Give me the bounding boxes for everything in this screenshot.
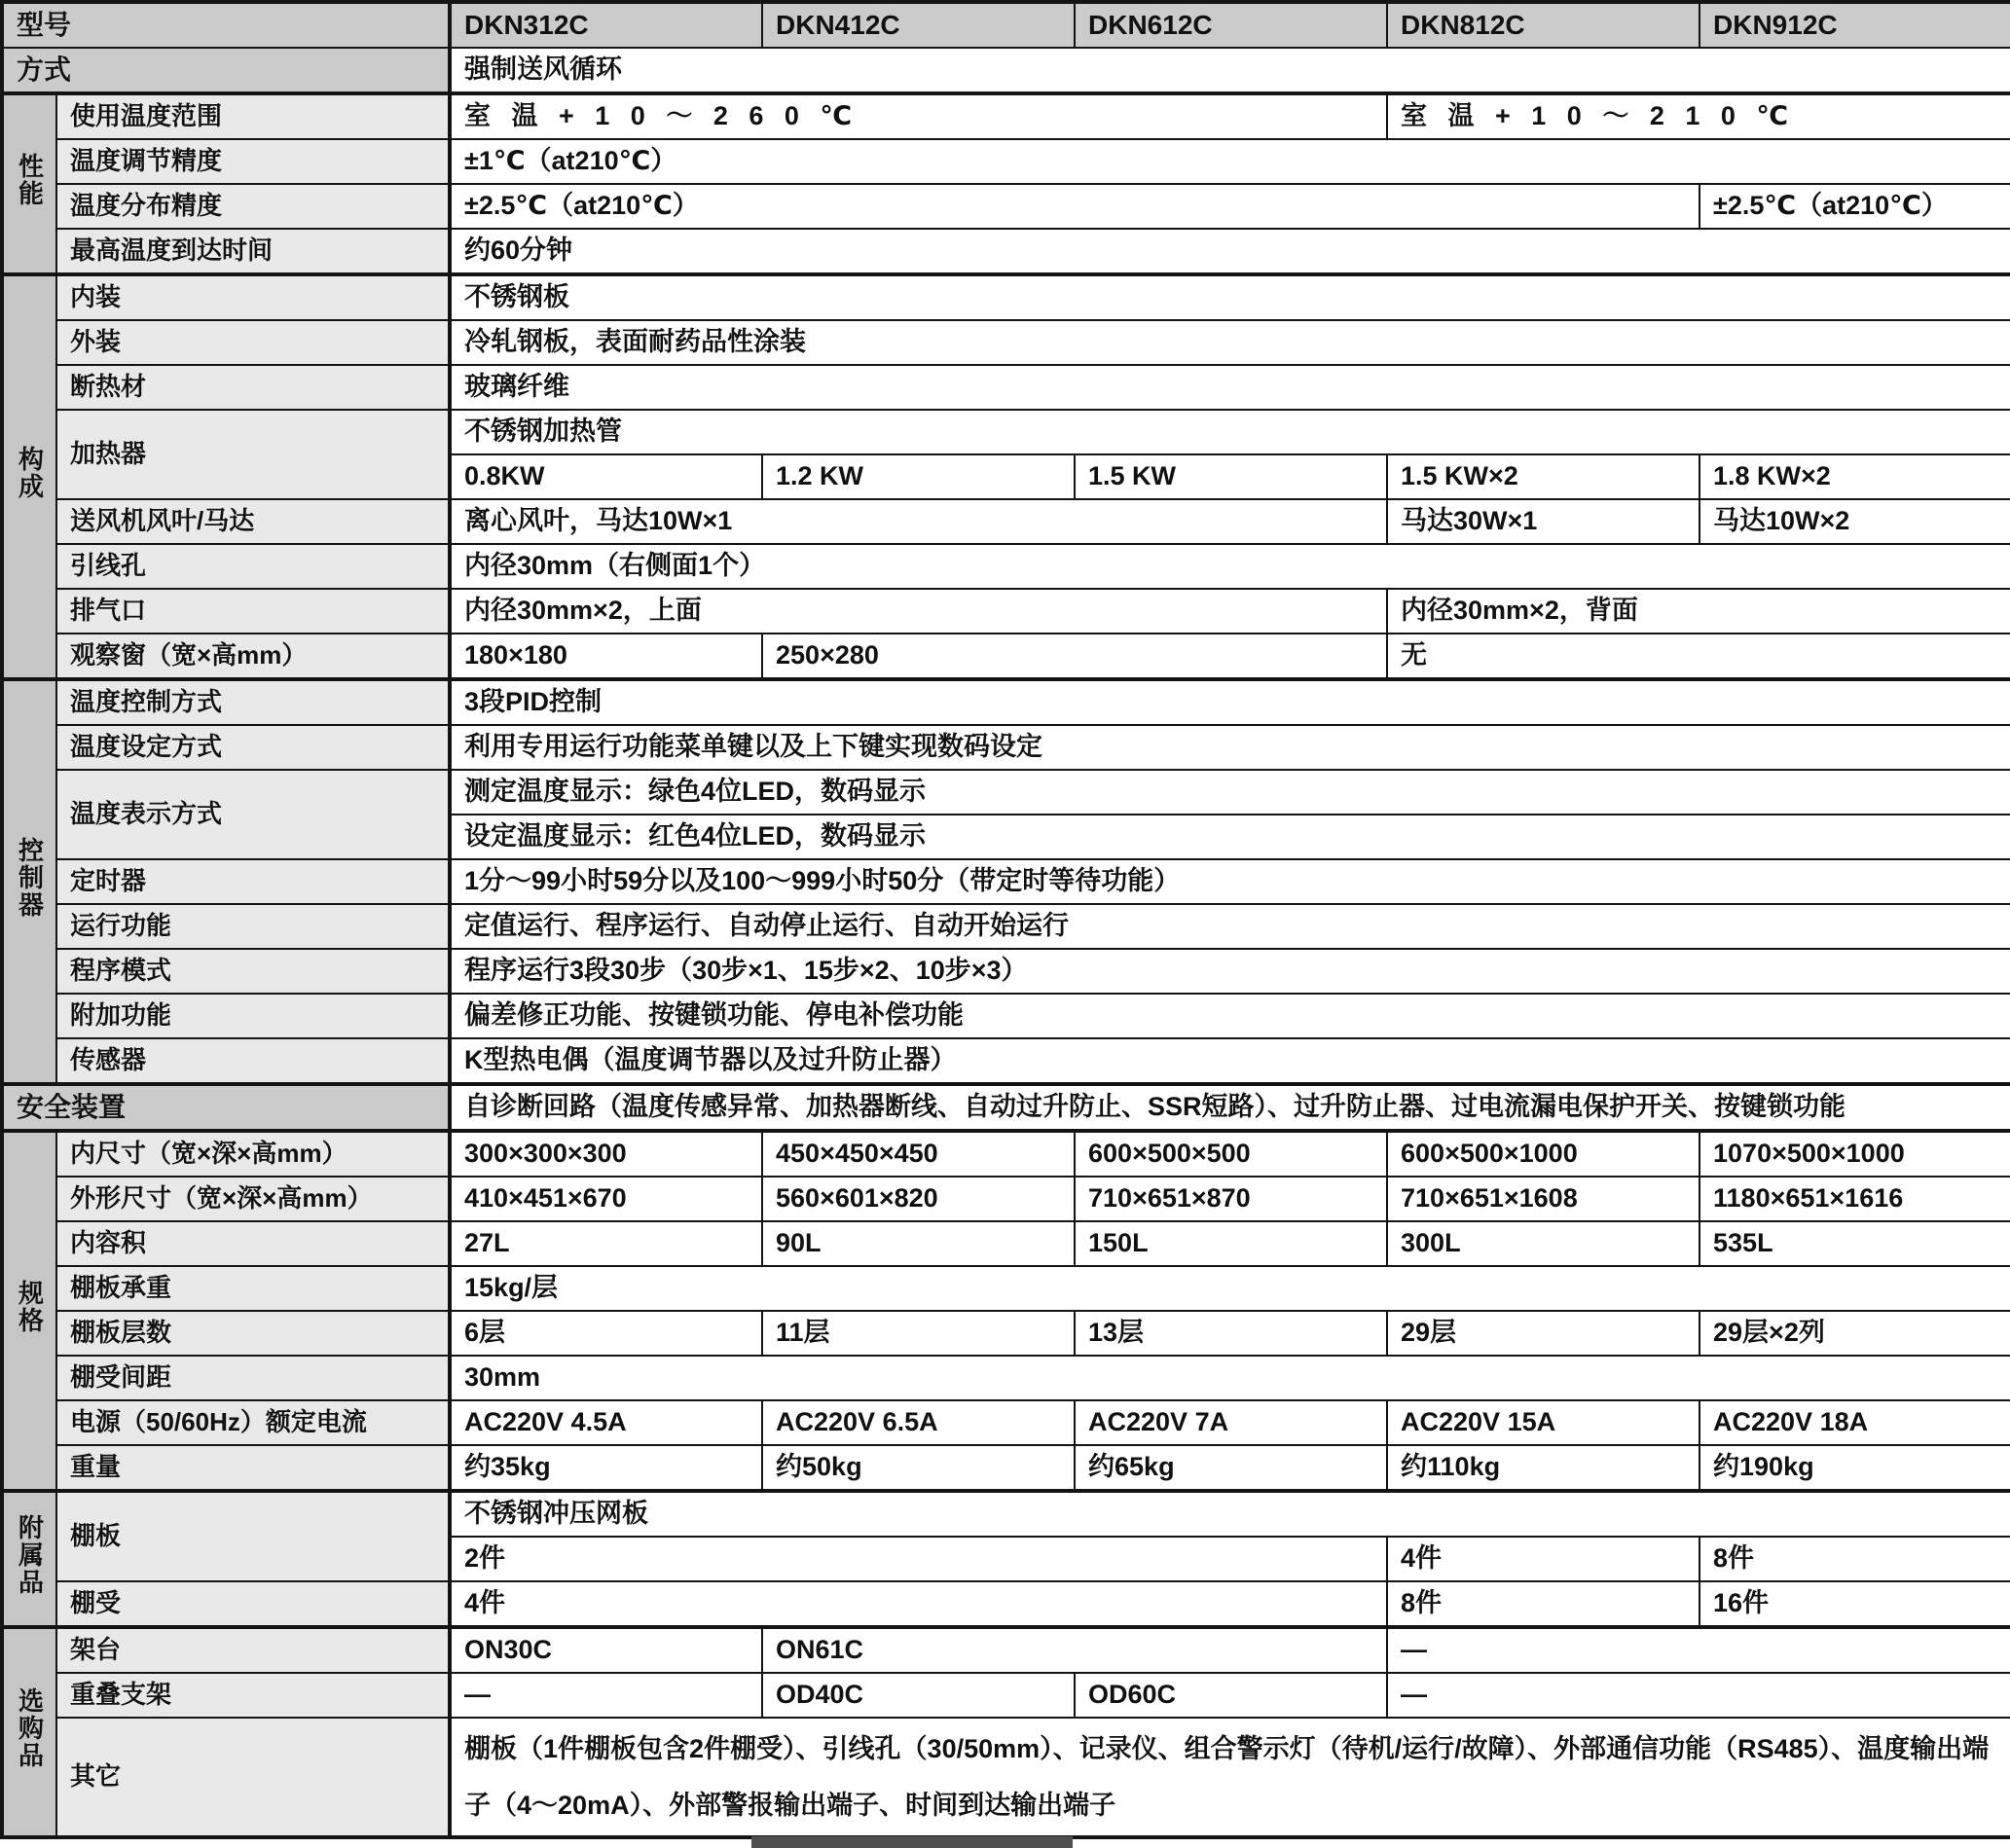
method-value: 强制送风循环	[450, 48, 2010, 93]
label-interior: 内装	[56, 274, 450, 320]
value-stacking-612: OD60C	[1075, 1673, 1387, 1718]
method-row	[2, 48, 2010, 93]
value-temp-distribution-main: ±2.5℃（at210℃）	[450, 184, 1699, 229]
label-exterior: 外装	[56, 320, 450, 365]
value-heater-power-812: 1.5 KW×2	[1387, 454, 1699, 499]
value-fan-motor-912: 马达10W×2	[1699, 499, 2010, 544]
label-exhaust: 排气口	[56, 589, 450, 634]
model-name-dkn812c: DKN812C	[1387, 2, 1699, 48]
value-weight-812: 约110kg	[1387, 1445, 1699, 1491]
value-timer: 1分～99小时59分以及100～999小时50分（带定时等待功能）	[450, 859, 2010, 904]
lead-hole-row	[2, 544, 2010, 589]
label-shelf-load: 棚板承重	[56, 1266, 450, 1311]
value-outer-size-912: 1180×651×1616	[1699, 1177, 2010, 1221]
capacity-row	[2, 1221, 2010, 1266]
sensor-row	[2, 1038, 2010, 1084]
label-setting-method: 温度设定方式	[56, 725, 450, 770]
value-stand-312: ON30C	[450, 1627, 762, 1673]
label-shelf-support: 棚受	[56, 1581, 450, 1627]
shelf-support-row	[2, 1581, 2010, 1627]
value-power-612: AC220V 7A	[1075, 1400, 1387, 1445]
label-stacking: 重叠支架	[56, 1673, 450, 1718]
safety-value: 自诊断回路（温度传感异常、加热器断线、自动过升防止、SSR短路）、过升防止器、过电流漏电保护开关、按键锁功能	[450, 1084, 2010, 1131]
value-outer-size-412: 560×601×820	[762, 1177, 1075, 1221]
label-display-method: 温度表示方式	[56, 770, 450, 859]
value-stacking-412: OD40C	[762, 1673, 1075, 1718]
interior-row	[2, 274, 2010, 320]
value-inner-size-312: 300×300×300	[450, 1131, 762, 1177]
model-name-dkn612c: DKN612C	[1075, 2, 1387, 48]
additional-function-row	[2, 994, 2010, 1038]
temp-control-accuracy-row	[2, 139, 2010, 184]
value-heater-power-312: 0.8KW	[450, 454, 762, 499]
model-name-dkn312c: DKN312C	[450, 2, 762, 48]
inner-size-row	[2, 1131, 2010, 1177]
group-construction	[2, 274, 56, 679]
power-row	[2, 1400, 2010, 1445]
value-shelf-board-material: 不锈钢冲压网板	[450, 1491, 2010, 1537]
others-row	[2, 1718, 2010, 1837]
label-sensor: 传感器	[56, 1038, 450, 1084]
value-operation: 定值运行、程序运行、自动停止运行、自动开始运行	[450, 904, 2010, 949]
safety-label: 安全装置	[2, 1084, 450, 1131]
label-temp-distribution-accuracy: 温度分布精度	[56, 184, 450, 229]
value-temp-range-210: 室 温 + 1 0 ～ 2 1 0 ℃	[1387, 93, 2010, 139]
label-insulation: 断热材	[56, 365, 450, 410]
value-shelf-board-count-main: 2件	[450, 1537, 1387, 1581]
value-shelf-pitch: 30mm	[450, 1356, 2010, 1400]
value-capacity-312: 27L	[450, 1221, 762, 1266]
value-window-none: 无	[1387, 634, 2010, 679]
value-stand-412-612: ON61C	[762, 1627, 1387, 1673]
label-shelf-pitch: 棚受间距	[56, 1356, 450, 1400]
value-interior: 不锈钢板	[450, 274, 2010, 320]
value-capacity-812: 300L	[1387, 1221, 1699, 1266]
group-accessories-label: 附属品	[15, 1514, 45, 1597]
label-window: 观察窗（宽×高mm）	[56, 634, 450, 679]
value-temp-distribution-912: ±2.5℃（at210℃）	[1699, 184, 2010, 229]
insulation-row	[2, 365, 2010, 410]
label-program-mode: 程序模式	[56, 949, 450, 994]
value-weight-412: 约50kg	[762, 1445, 1075, 1491]
max-temp-time-row	[2, 229, 2010, 274]
shelf-load-row	[2, 1266, 2010, 1311]
operation-row	[2, 904, 2010, 949]
group-controller-label: 控制器	[15, 837, 45, 920]
label-inner-size: 内尺寸（宽×深×高mm）	[56, 1131, 450, 1177]
value-exhaust-top: 内径30mm×2，上面	[450, 589, 1387, 634]
value-shelf-support-main: 4件	[450, 1581, 1387, 1627]
group-specs-label: 规格	[15, 1280, 45, 1335]
label-shelf-board: 棚板	[56, 1491, 450, 1581]
label-operation: 运行功能	[56, 904, 450, 949]
exterior-row	[2, 320, 2010, 365]
value-heater-power-912: 1.8 KW×2	[1699, 454, 2010, 499]
value-shelf-levels-312: 6层	[450, 1311, 762, 1356]
value-shelf-board-count-812: 4件	[1387, 1537, 1699, 1581]
value-capacity-412: 90L	[762, 1221, 1075, 1266]
group-construction-label: 构成	[15, 446, 45, 501]
stacking-row	[2, 1673, 2010, 1718]
value-fan-motor-main: 离心风叶，马达10W×1	[450, 499, 1387, 544]
value-power-312: AC220V 4.5A	[450, 1400, 762, 1445]
value-temp-range-260: 室 温 + 1 0 ～ 2 6 0 ℃	[450, 93, 1387, 139]
value-shelf-support-912: 16件	[1699, 1581, 2010, 1627]
value-shelf-board-count-912: 8件	[1699, 1537, 2010, 1581]
group-options	[2, 1627, 56, 1837]
value-shelf-levels-912: 29层×2列	[1699, 1311, 2010, 1356]
label-temp-range: 使用温度范围	[56, 93, 450, 139]
value-shelf-levels-812: 29层	[1387, 1311, 1699, 1356]
value-others: 棚板（1件棚板包含2件棚受）、引线孔（30/50mm）、记录仪、组合警示灯（待机/运行/故障）、外部通信功能（RS485）、温度输出端子（4～20mA）、外部警报输出端子、时间到达输出端子	[450, 1718, 2010, 1837]
label-fan-motor: 送风机风叶/马达	[56, 499, 450, 544]
exhaust-row	[2, 589, 2010, 634]
value-program-mode: 程序运行3段30步（30步×1、15步×2、10步×3）	[450, 949, 2010, 994]
value-stacking-312: —	[450, 1673, 762, 1718]
label-max-temp-time: 最高温度到达时间	[56, 229, 450, 274]
group-options-label: 选购品	[15, 1687, 45, 1770]
heater-material-row	[2, 410, 2010, 454]
value-capacity-612: 150L	[1075, 1221, 1387, 1266]
value-sensor: K型热电偶（温度调节器以及过升防止器）	[450, 1038, 2010, 1084]
value-display-set: 设定温度显示：红色4位LED，数码显示	[450, 815, 2010, 859]
value-stacking-none: —	[1387, 1673, 2010, 1718]
label-stand: 架台	[56, 1627, 450, 1673]
group-performance	[2, 93, 56, 274]
label-temp-control-accuracy: 温度调节精度	[56, 139, 450, 184]
value-max-temp-time: 约60分钟	[450, 229, 2010, 274]
program-mode-row	[2, 949, 2010, 994]
value-temp-control-accuracy: ±1℃（at210℃）	[450, 139, 2010, 184]
value-display-measured: 测定温度显示：绿色4位LED，数码显示	[450, 770, 2010, 815]
safety-row	[2, 1084, 2010, 1131]
label-shelf-levels: 棚板层数	[56, 1311, 450, 1356]
value-capacity-912: 535L	[1699, 1221, 2010, 1266]
value-weight-612: 约65kg	[1075, 1445, 1387, 1491]
value-weight-312: 约35kg	[450, 1445, 762, 1491]
value-weight-912: 约190kg	[1699, 1445, 2010, 1491]
value-setting-method: 利用专用运行功能菜单键以及上下键实现数码设定	[450, 725, 2010, 770]
window-row	[2, 634, 2010, 679]
method-label: 方式	[2, 48, 450, 93]
weight-row	[2, 1445, 2010, 1491]
control-method-row	[2, 679, 2010, 725]
outer-size-row	[2, 1177, 2010, 1221]
value-outer-size-312: 410×451×670	[450, 1177, 762, 1221]
temp-distribution-accuracy-row	[2, 184, 2010, 229]
value-inner-size-912: 1070×500×1000	[1699, 1131, 2010, 1177]
group-specs	[2, 1131, 56, 1491]
value-inner-size-812: 600×500×1000	[1387, 1131, 1699, 1177]
value-shelf-load: 15kg/层	[450, 1266, 2010, 1311]
horizontal-scrollbar-thumb[interactable]	[751, 1836, 1073, 1848]
group-accessories	[2, 1491, 56, 1627]
value-control-method: 3段PID控制	[450, 679, 2010, 725]
value-shelf-support-812: 8件	[1387, 1581, 1699, 1627]
value-heater-power-612: 1.5 KW	[1075, 454, 1387, 499]
value-inner-size-612: 600×500×500	[1075, 1131, 1387, 1177]
value-exhaust-back: 内径30mm×2，背面	[1387, 589, 2010, 634]
value-inner-size-412: 450×450×450	[762, 1131, 1075, 1177]
value-power-412: AC220V 6.5A	[762, 1400, 1075, 1445]
value-heater-material: 不锈钢加热管	[450, 410, 2010, 454]
display-measured-row	[2, 770, 2010, 815]
fan-motor-row	[2, 499, 2010, 544]
label-capacity: 内容积	[56, 1221, 450, 1266]
shelf-levels-row	[2, 1311, 2010, 1356]
value-additional-function: 偏差修正功能、按键锁功能、停电补偿功能	[450, 994, 2010, 1038]
timer-row	[2, 859, 2010, 904]
label-others: 其它	[56, 1718, 450, 1837]
label-additional-function: 附加功能	[56, 994, 450, 1038]
value-shelf-levels-612: 13层	[1075, 1311, 1387, 1356]
value-power-912: AC220V 18A	[1699, 1400, 2010, 1445]
stand-row	[2, 1627, 2010, 1673]
value-power-812: AC220V 15A	[1387, 1400, 1699, 1445]
model-name-dkn412c: DKN412C	[762, 2, 1075, 48]
label-outer-size: 外形尺寸（宽×深×高mm）	[56, 1177, 450, 1221]
value-shelf-levels-412: 11层	[762, 1311, 1075, 1356]
label-heater: 加热器	[56, 410, 450, 499]
value-outer-size-812: 710×651×1608	[1387, 1177, 1699, 1221]
label-lead-hole: 引线孔	[56, 544, 450, 589]
label-weight: 重量	[56, 1445, 450, 1491]
value-fan-motor-812: 马达30W×1	[1387, 499, 1699, 544]
model-name-dkn912c: DKN912C	[1699, 2, 2010, 48]
value-exterior: 冷轧钢板，表面耐药品性涂装	[450, 320, 2010, 365]
value-outer-size-612: 710×651×870	[1075, 1177, 1387, 1221]
shelf-board-material-row	[2, 1491, 2010, 1537]
model-header-label: 型号	[2, 2, 450, 48]
temp-range-row	[2, 93, 2010, 139]
value-lead-hole: 内径30mm（右侧面1个）	[450, 544, 2010, 589]
header-row	[2, 2, 2010, 48]
value-stand-none: —	[1387, 1627, 2010, 1673]
label-timer: 定时器	[56, 859, 450, 904]
value-window-312: 180×180	[450, 634, 762, 679]
group-controller	[2, 679, 56, 1084]
group-performance-label: 性能	[15, 153, 45, 208]
value-heater-power-412: 1.2 KW	[762, 454, 1075, 499]
setting-method-row	[2, 725, 2010, 770]
value-window-412-612: 250×280	[762, 634, 1387, 679]
shelf-pitch-row	[2, 1356, 2010, 1400]
value-insulation: 玻璃纤维	[450, 365, 2010, 410]
label-power: 电源（50/60Hz）额定电流	[56, 1400, 450, 1445]
label-control-method: 温度控制方式	[56, 679, 450, 725]
